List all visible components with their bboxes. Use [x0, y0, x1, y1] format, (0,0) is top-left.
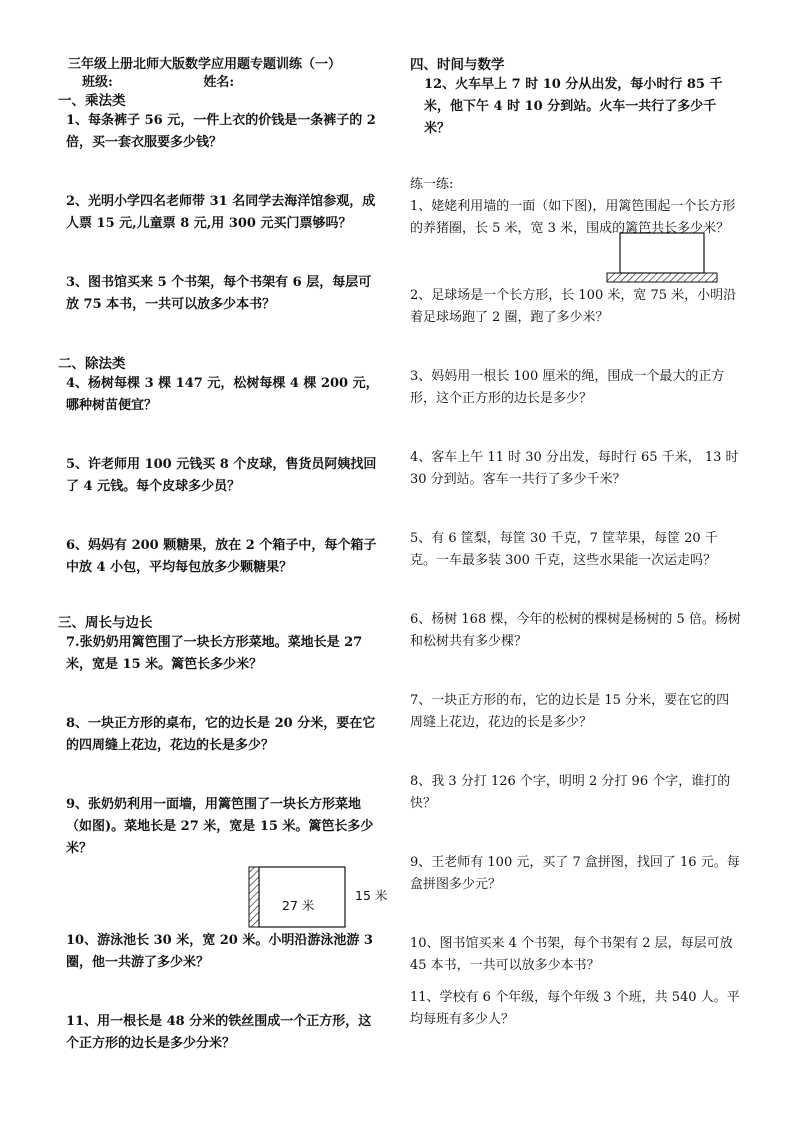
ground-wall-hatch — [607, 273, 717, 282]
garden-length-label: 27 米 — [282, 898, 315, 913]
garden-width-label: 15 米 — [355, 888, 388, 903]
practice-8: 8、我 3 分打 126 个字，明明 2 分打 96 个字，谁打的快？ — [410, 774, 731, 811]
problem-6: 6、妈妈有 200 颗糖果，放在 2 个箱子中，每个箱子中放 4 小包，平均每包放多少颗糖果？ — [66, 538, 377, 575]
problem-9: 9、张奶奶利用一面墙，用篱笆围了一块长方形菜地（如图)。菜地长是 27 米，宽是 15 米。篱笆长多少米？ — [66, 797, 374, 856]
practice-5: 5、有 6 筐梨，每筐 30 千克，7 筐苹果，每筐 20 千克。一车最多装 300 千克，这些水果能一次运走吗？ — [410, 531, 718, 568]
student-info-line — [82, 74, 380, 92]
right-column-lower — [410, 285, 742, 1031]
pigpen-rectangle — [620, 233, 704, 273]
problem-2: 2、光明小学四名老师带 31 名同学去海洋馆参观，成人票 15 元,儿童票 8 元,用 300 元买门票够吗？ — [66, 194, 376, 231]
left-column — [58, 56, 380, 860]
practice-6: 6、杨树 168 棵，今年的松树的棵树是杨树的 5 倍。杨树和松树共有多少棵？ — [410, 612, 741, 649]
problem-7: 7.张奶奶用篱笆围了一块长方形菜地。菜地长是 27 米，宽是 15 米。篱笆长多少米？ — [66, 635, 363, 672]
pigpen-figure — [606, 232, 718, 284]
page-title: 三年级上册北师大版数学应用题专题训练（一） — [68, 57, 342, 72]
section-heading-time: 四、时间与数学 — [410, 57, 505, 73]
problem-5: 5、许老师用 100 元钱买 8 个皮球，售货员阿姨找回了 4 元钱。每个皮球多少员？ — [66, 457, 377, 494]
section-heading-perimeter: 三、周长与边长 — [58, 615, 153, 631]
practice-7: 7、一块正方形的布，它的边长是 15 分米，要在它的四周缝上花边，花边的长是多少？ — [410, 693, 730, 730]
practice-11: 11、学校有 6 个年级，每个年级 3 个班，共 540 人。平均每班有多少人？ — [410, 990, 740, 1027]
pigpen-diagram — [606, 232, 718, 284]
problem-12: 12、火车早上 7 时 10 分从出发，每小时行 85 千米，他下午 4 时 10 分到站。火车一共行了多少千米？ — [424, 77, 723, 136]
right-column — [410, 56, 742, 240]
practice-10: 10、图书馆买来 4 个书架，每个书架有 2 层，每层可放 45 本书，一共可以放多少本书？ — [410, 936, 733, 973]
problem-11: 11、用一根长是 48 分米的铁丝围成一个正方形，这个正方形的边长是多少分米？ — [66, 1014, 372, 1051]
practice-9: 9、王老师有 100 元，买了 7 盒拼图，找回了 16 元。每盒拼图多少元？ — [410, 855, 740, 892]
left-column-bottom — [58, 930, 380, 1055]
problem-10: 10、游泳池长 30 米，宽 20 米。小明沿游泳池游 3 圈，他一共游了多少米？ — [66, 933, 373, 970]
section-heading-multiplication: 一、乘法类 — [58, 93, 126, 109]
section-heading-division: 二、除法类 — [58, 356, 126, 372]
problem-8: 8、一块正方形的桌布，它的边长是 20 分米，要在它的四周缝上花边，花边的长是多少？ — [66, 716, 376, 753]
problem-4: 4、杨树每棵 3 棵 147 元，松树每棵 4 棵 200 元，哪种树苗便宜？ — [66, 376, 379, 413]
class-label: 班级: — [82, 75, 113, 90]
name-label: 姓名: — [203, 75, 235, 90]
problem-3: 3、图书馆买来 5 个书架，每个书架有 6 层，每层可放 75 本书，一共可以放多少本书？ — [66, 275, 372, 312]
practice-4: 4、客车上午 11 时 30 分出发，每时行 65 千米， 13 时 30 分到站。客车一共行了多少千米？ — [410, 450, 739, 487]
practice-3: 3、妈妈用一根长 100 厘米的绳，围成一个最大的正方形，这个正方形的边长是多少？ — [410, 369, 725, 406]
practice-1: 1、姥姥利用墙的一面（如下图)，用篱笆围起一个长方形的养猪圈，长 5 米，宽 3 米，围成的篱笆共长多少米？ — [410, 199, 736, 236]
practice-heading: 练一练: — [410, 177, 454, 192]
practice-2: 2、足球场是一个长方形，长 100 米，宽 75 米，小明沿着足球场跑了 2 圈，跑了多少米？ — [410, 288, 737, 325]
wall-hatch — [249, 867, 259, 927]
problem-1: 1、每条裤子 56 元，一件上衣的价钱是一条裤子的 2 倍，买一套衣服要多少钱？ — [66, 113, 376, 150]
